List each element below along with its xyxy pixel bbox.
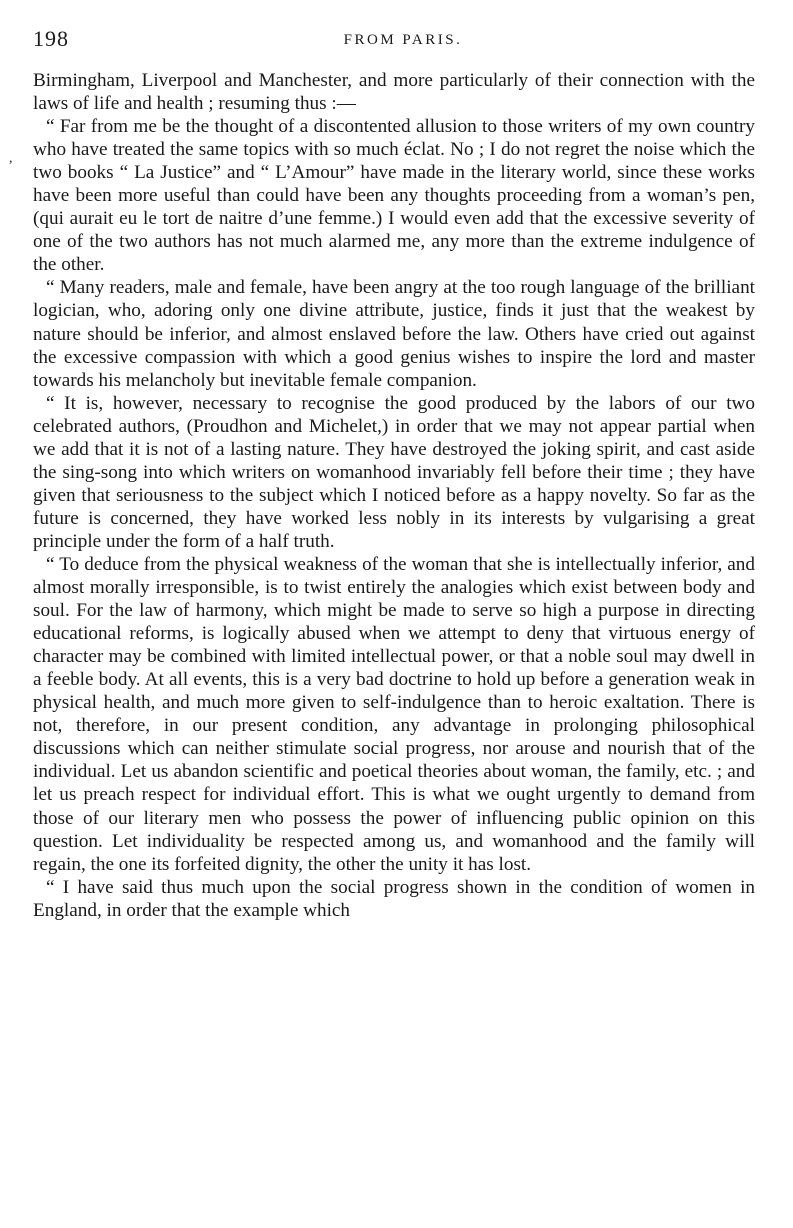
paragraph-i-have-said: “ I have said thus much upon the social progress shown in the condition of women in England, in order that the example which [33, 876, 755, 921]
paragraph-many-readers: “ Many readers, male and female, have been angry at the too rough language of the brilliant logician, who, adoring only one divine attribute, justice, finds it just that the weakest by nature should be inferior, and almost enslaved before the law. Others have cried out against the excessive compassion with which a good genius wishes to inspire the lord and master towards his melancholy but inevitable female companion. [33, 277, 755, 391]
paragraph-far-from-me: “ Far from me be the thought of a discontented allusion to those writers of my own country who have treated the same topics with so much éclat. No ; I do not regret the noise which the two books “ La Justice” and “ L’Amour” have made in the literary world, since these works have been more useful than could have been any thoughts proceeding from a woman’s pen, (qui aurait eu le tort de naitre d’une femme.) I would even add that the excessive severity of one of the two authors has not much alarmed me, any more than the extreme indulgence of the other. [33, 116, 755, 276]
page-header [33, 26, 753, 56]
running-head: FROM PARIS. [343, 32, 463, 48]
paragraph-to-deduce: “ To deduce from the physical weakness of the woman that she is intellectually inferior, and almost morally irresponsible, is to twist entirely the analogies which exist between body and soul. For the law of harmony, which might be made to serve so high a purpose in directing educational reforms, is logically abused when we attempt to deny that virtuous energy of character may be combined with limited intellectual power, or that a noble soul may dwell in a feeble body. At all events, this is a very bad doctrine to hold up before a generation weak in physical health, and much more given to self-indulgence than to heroic exaltation. There is not, therefore, in our present condition, any advantage in prolonging philosophical discussions which can neither stimulate social progress, nor arouse and nourish that of the individual. Let us abandon scientific and poetical theories about woman, the family, etc. ; and let us preach respect for individual effort. This is what we ought urgently to demand from those of our literary men who possess the power of influencing public opinion on this question. Let individuality be respected among us, and womanhood and the family will regain, the one its forfeited dignity, the other the unity it has lost. [33, 553, 755, 875]
paragraph-continuation: Birmingham, Liverpool and Manchester, and more particularly of their connection with the laws of life and health ; resuming thus :— [33, 70, 755, 115]
paragraph-it-is-however: “ It is, however, necessary to recognise the good produced by the labors of our two celebrated authors, (Proudhon and Michelet,) in order that we may not appear partial when we add that it is not of a lasting nature. They have destroyed the joking spirit, and cast aside the sing-song into which writers on womanhood invariably fell before their time ; they have given that seriousness to the subject which I noticed before as a happy novelty. So far as the future is concerned, they have worked less nobly in its interests by vulgarising a great principle under the form of a half truth. [33, 392, 755, 552]
body-text [33, 69, 755, 922]
margin-mark: , [9, 151, 13, 166]
page-number: 198 [33, 26, 69, 51]
